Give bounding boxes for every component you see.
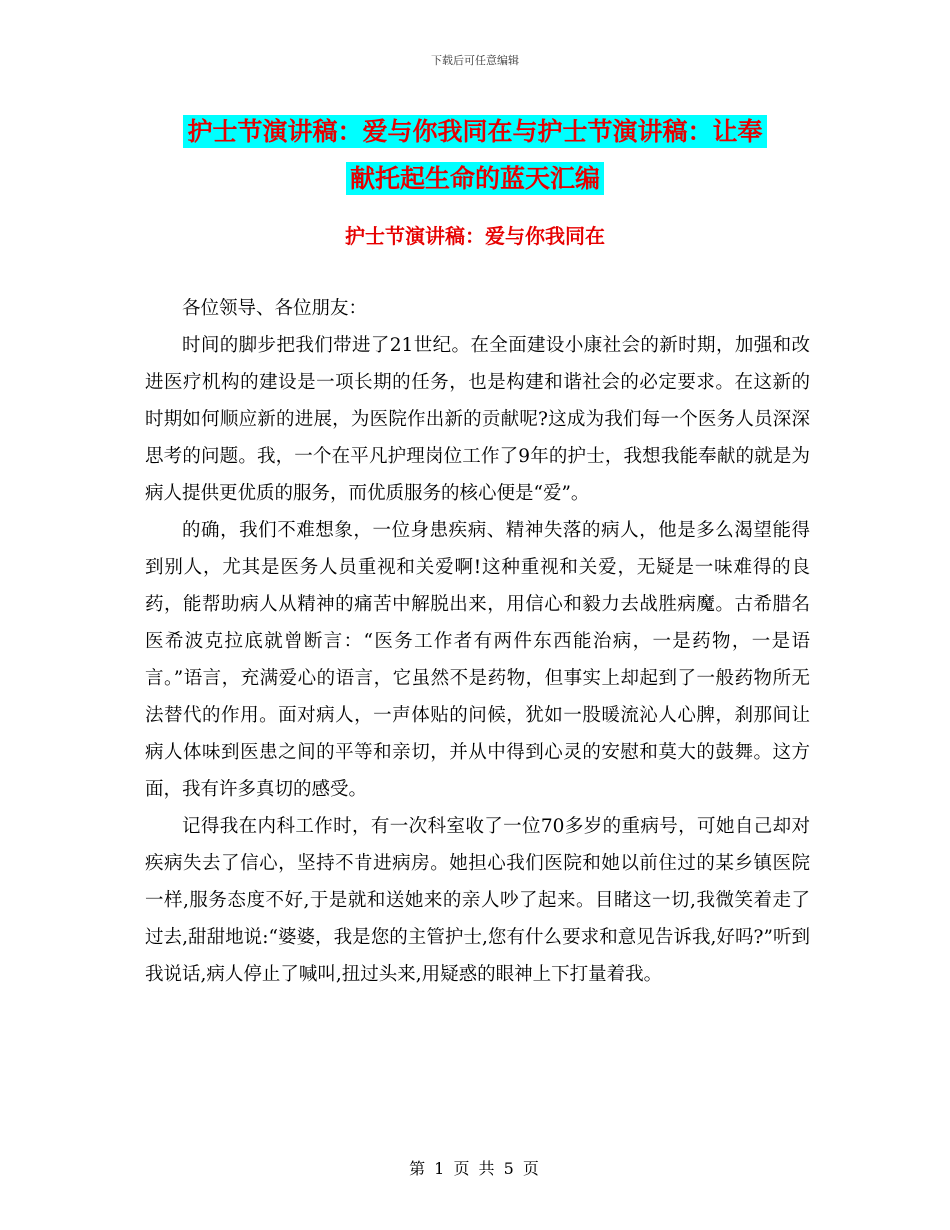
header-note: 下载后可任意编辑 xyxy=(431,54,519,67)
document-title xyxy=(0,108,950,202)
paragraph: 时间的脚步把我们带进了21世纪。在全面建设小康社会的新时期，加强和改进医疗机构的建设是一项长期的任务，也是构建和谐社会的必定要求。在这新的时期如何顺应新的进展，为医院作出新的贡献呢?这成为我们每一个医务人员深深思考的问题。我，一个在平凡护理岗位工作了9年的护士，我想我能奉献的就是为病人提供更优质的服务，而优质服务的核心便是“爱”。 xyxy=(145,335,810,504)
document-title-line-2: 献托起生命的蓝天汇编 xyxy=(346,162,604,195)
paragraph: 的确，我们不难想象，一位身患疾病、精神失落的病人，他是多么渴望能得到别人，尤其是医务人员重视和关爱啊!这种重视和关爱，无疑是一味难得的良药，能帮助病人从精神的痛苦中解脱出来，用信心和毅力去战胜病魔。古希腊名医希波克拉底就曾断言：“医务工作者有两件东西能治病，一是药物，一是语言。”语言，充满爱心的语言，它虽然不是药物，但事实上却起到了一般药物所无法替代的作用。面对病人，一声体贴的问候，犹如一股暖流沁人心脾，刹那间让病人体味到医患之间的平等和亲切，并从中得到心灵的安慰和莫大的鼓舞。这方面，我有许多真切的感受。 xyxy=(145,520,810,800)
paragraph-greeting: 各位领导、各位朋友： xyxy=(182,298,368,319)
body-text xyxy=(145,290,810,993)
document-title-line-1: 护士节演讲稿：爱与你我同在与护士节演讲稿：让奉 xyxy=(183,115,766,148)
page-footer: 第 1 页 共 5 页 xyxy=(409,1159,541,1178)
section-title: 护士节演讲稿：爱与你我同在 xyxy=(345,224,605,248)
paragraph: 记得我在内科工作时，有一次科室收了一位70多岁的重病号，可她自己却对疾病失去了信心，坚持不肯进病房。她担心我们医院和她以前住过的某乡镇医院一样,服务态度不好,于是就和送她来的亲人吵了起来。目睹这一切,我微笑着走了过去,甜甜地说:“婆婆，我是您的主管护士,您有什么要求和意见告诉我,好吗?”听到我说话,病人停止了喊叫,扭过头来,用疑惑的眼神上下打量着我。 xyxy=(145,816,810,985)
